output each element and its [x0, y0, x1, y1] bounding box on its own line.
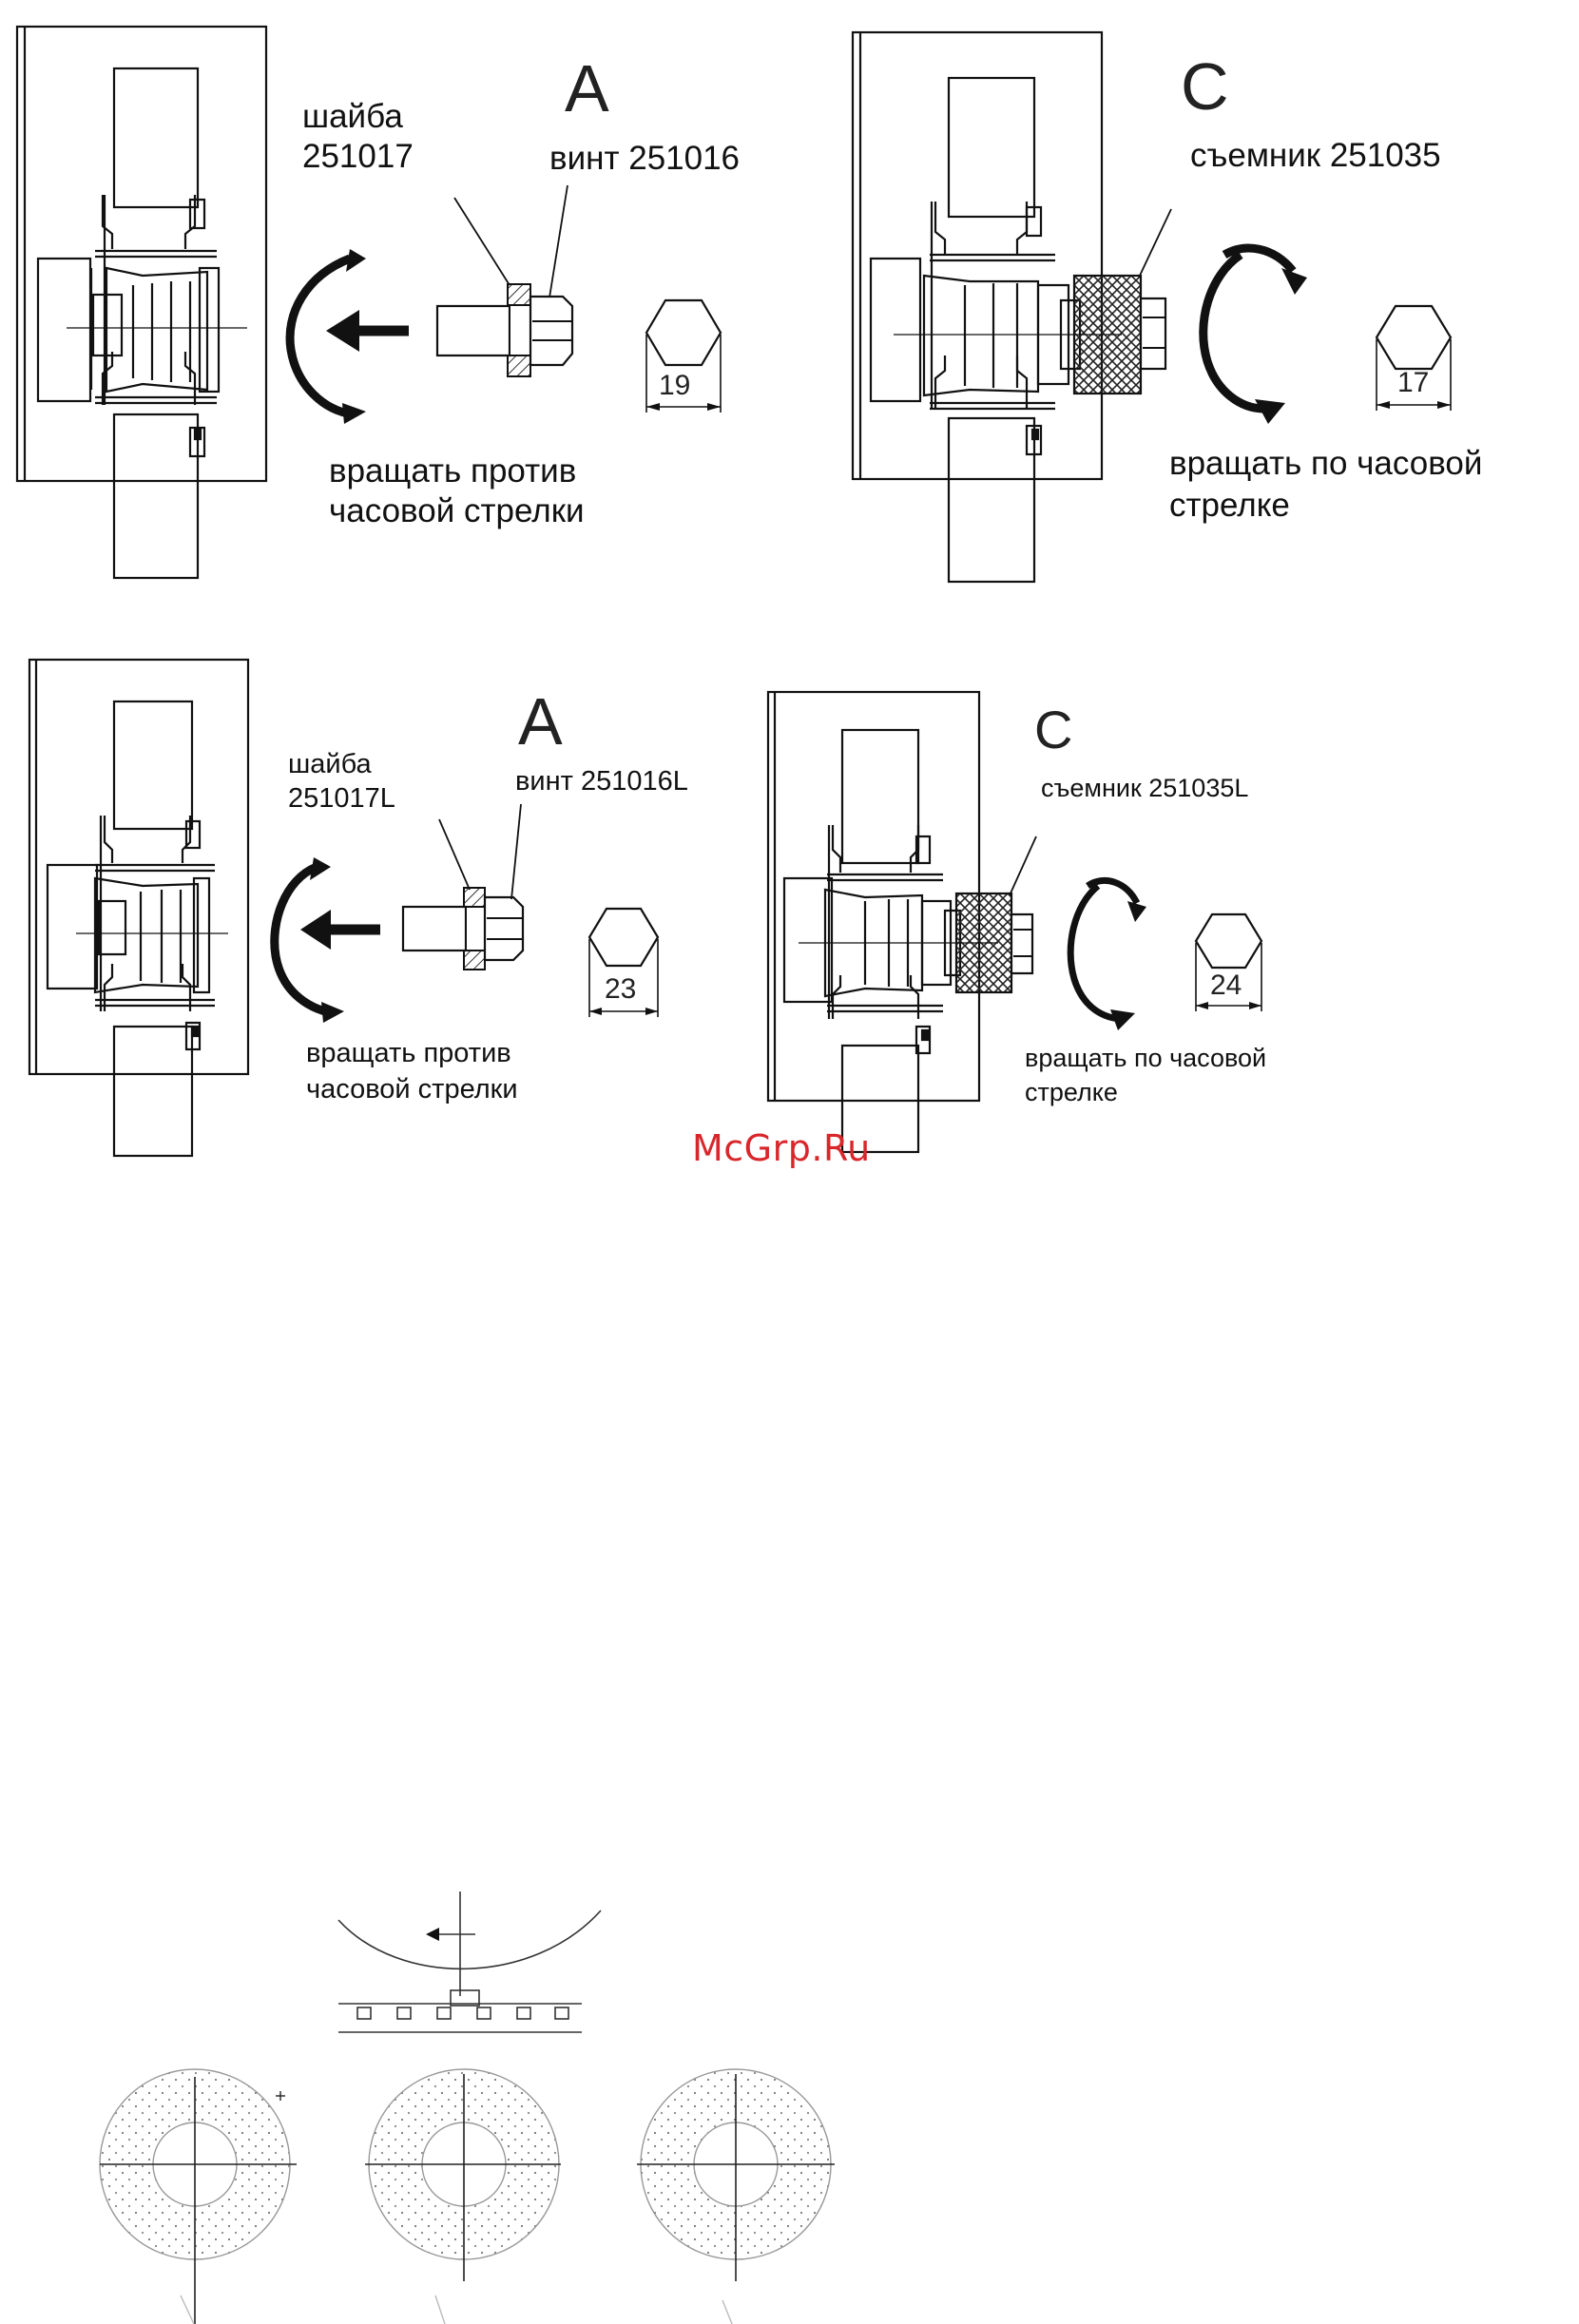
puller-label: съемник 251035L [1041, 774, 1249, 802]
rotate-instruction-line2: стрелке [1025, 1078, 1118, 1106]
rotate-instruction-line1: вращать против [306, 1038, 511, 1068]
rotate-instruction-line2: часовой стрелки [329, 492, 585, 529]
disc-sketch-1 [100, 2069, 297, 2324]
rotate-instruction-line2: часовой стрелки [306, 1074, 518, 1104]
view-letter: C [1181, 49, 1229, 124]
watermark: McGrp.Ru [692, 1127, 871, 1169]
disc-sketch-2 [365, 2069, 561, 2324]
hex-size-label: 17 [1397, 367, 1430, 398]
view-letter: A [518, 684, 563, 759]
screw-label: винт 251016 [549, 140, 741, 177]
rotate-instruction-line2: стрелке [1169, 487, 1290, 524]
washer-label-line1: шайба [302, 98, 403, 135]
washer-label-line2: 251017L [288, 783, 395, 814]
washer-label-line1: шайба [288, 749, 372, 779]
puller-label: съемник 251035 [1190, 137, 1441, 174]
rotate-instruction-line1: вращать по часовой [1025, 1044, 1267, 1072]
washer-label-line2: 251017 [302, 138, 414, 175]
view-letter: A [565, 51, 609, 125]
hex-size-label: 24 [1210, 970, 1242, 1001]
rotate-instruction-line1: вращать против [329, 452, 577, 490]
disc-sketch-3 [637, 2069, 835, 2324]
hex-size-label: 23 [605, 973, 637, 1005]
view-letter: C [1034, 700, 1073, 759]
hex-size-label: 19 [659, 370, 691, 401]
screw-label: винт 251016L [515, 766, 688, 797]
direction-arrow-icon [426, 1928, 439, 1941]
rail-sketch [338, 1892, 601, 2032]
rotate-instruction-line1: вращать по часовой [1169, 445, 1483, 482]
